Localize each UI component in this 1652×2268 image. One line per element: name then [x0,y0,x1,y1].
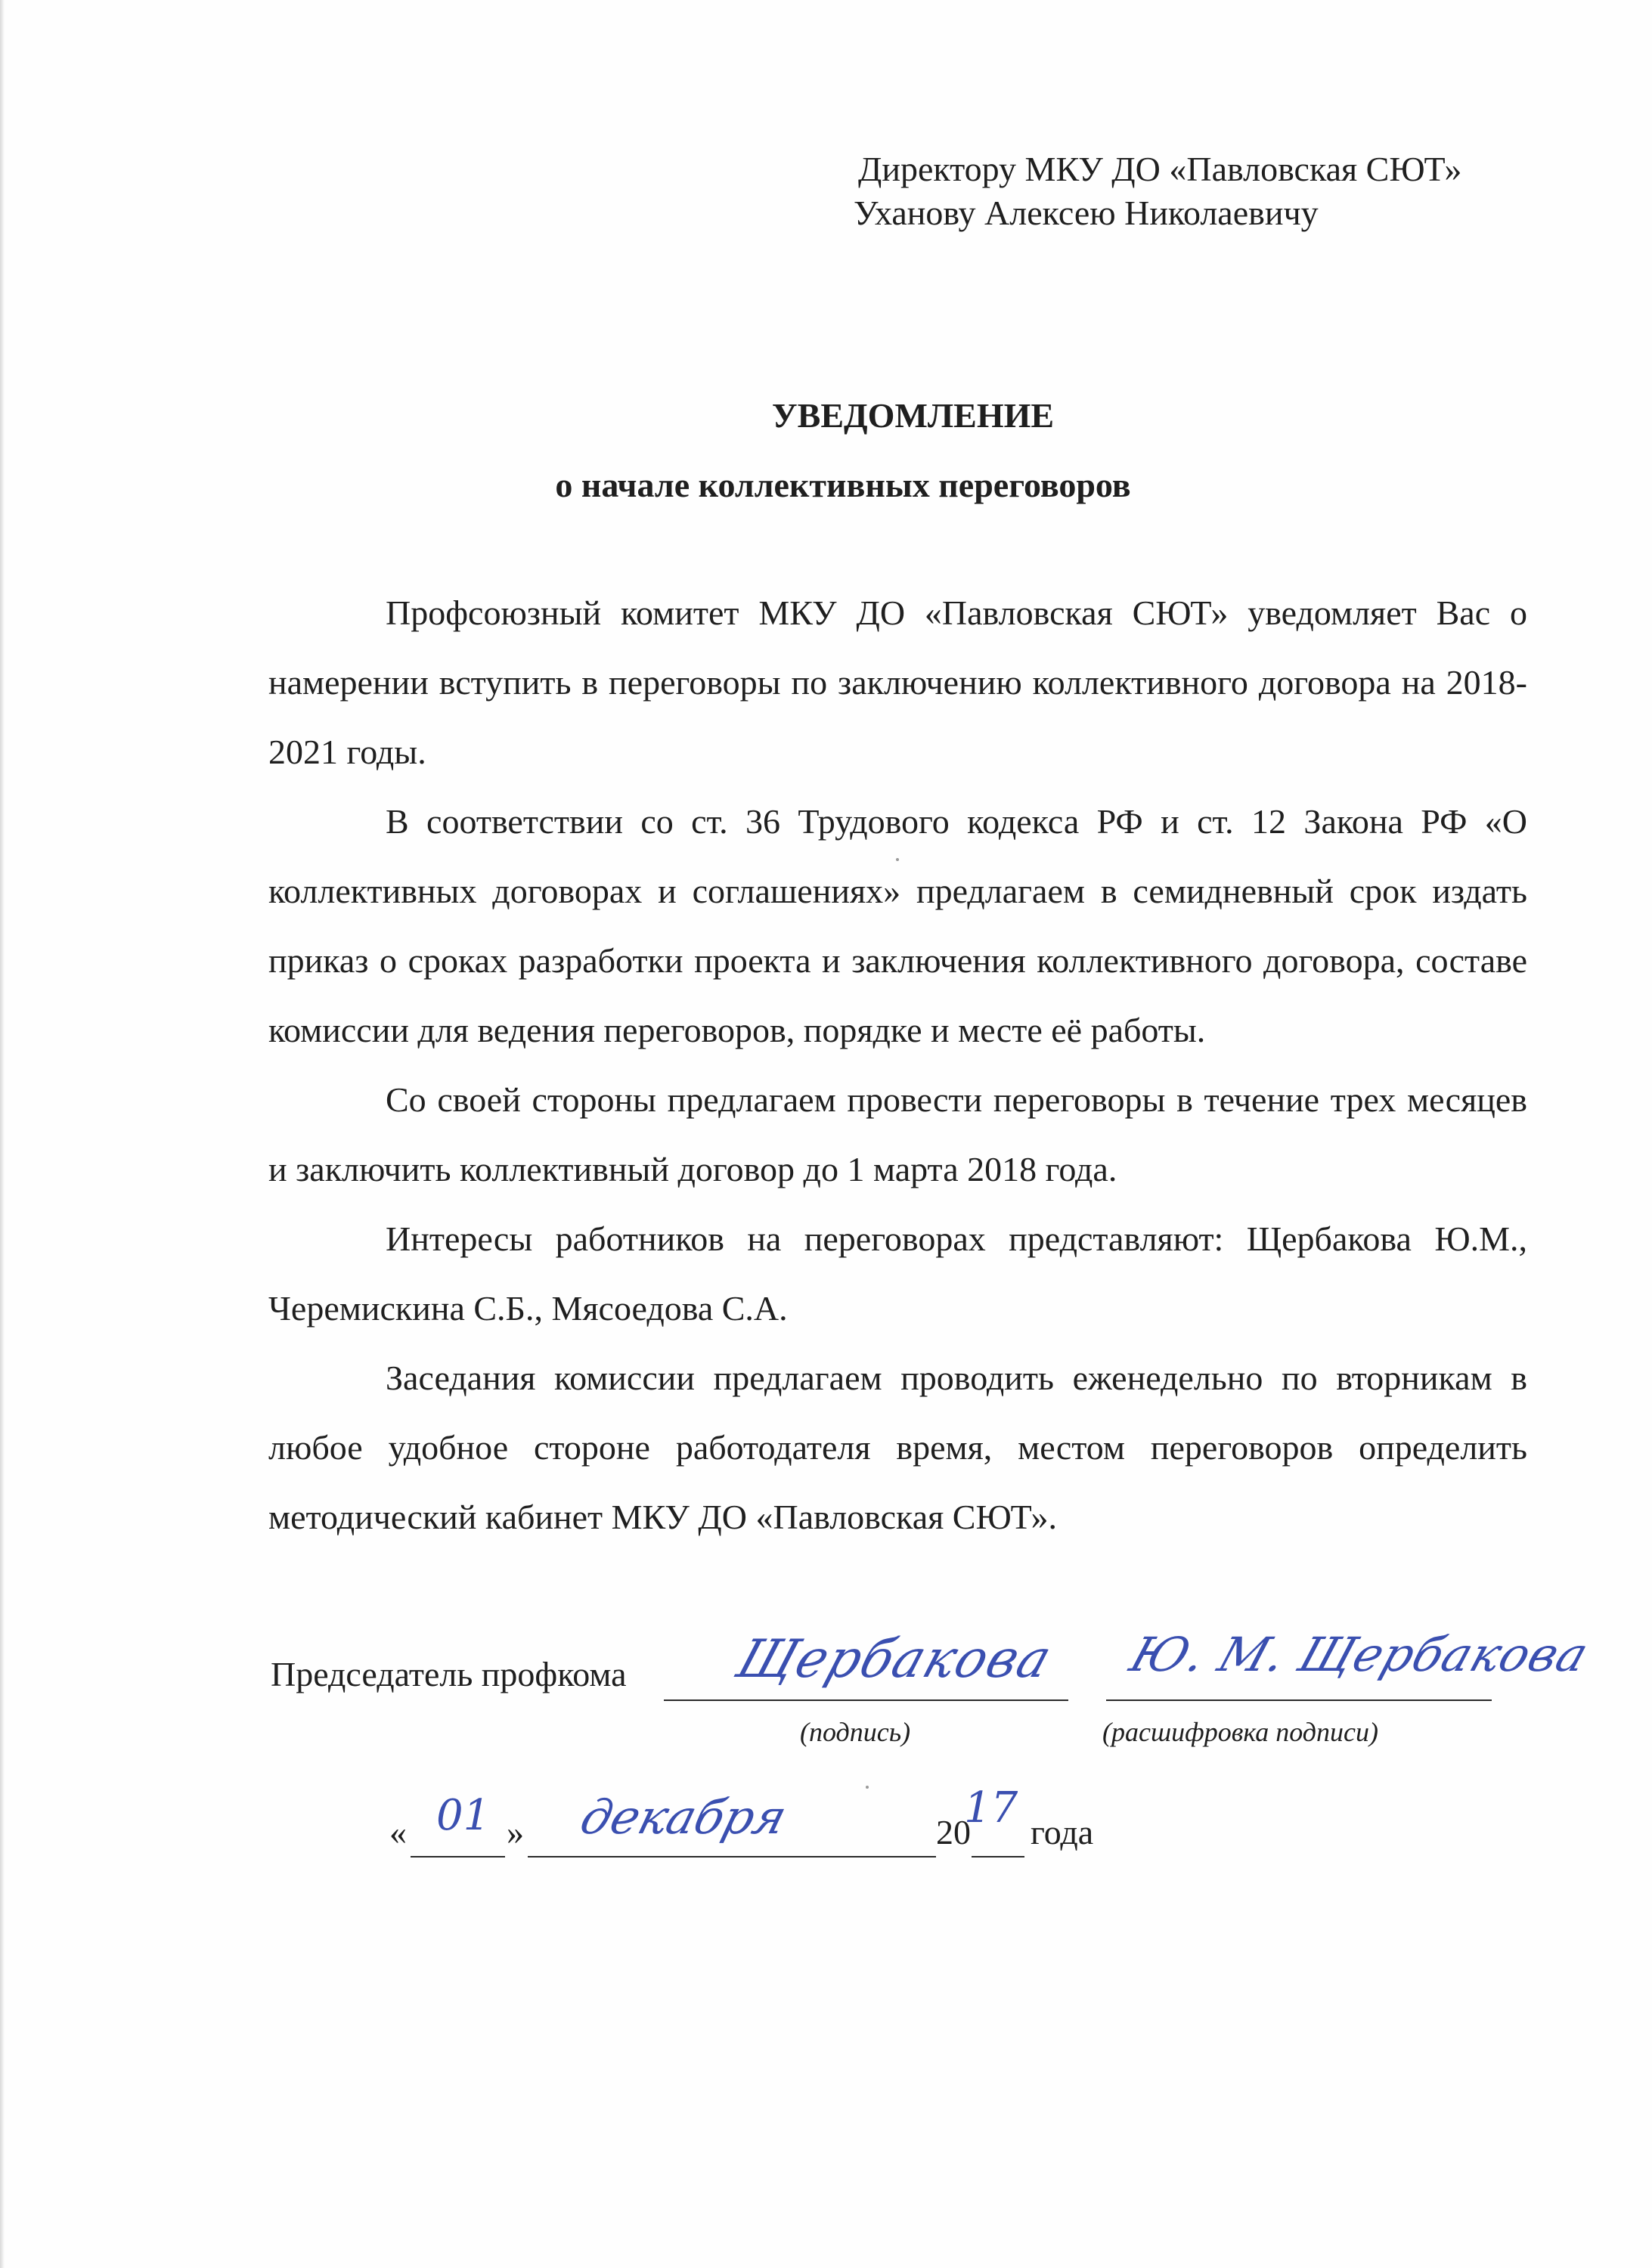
date-close-quote: » [507,1813,524,1851]
title-sub: о начале коллективных переговоров [555,466,1131,504]
date-word: года [1031,1813,1094,1851]
document-title [0,393,1652,508]
paragraph-4: Интересы работников на переговорах представляют: Щербакова Ю.М., Черемискина С.Б., Мясоедова С.А. [268,1219,1527,1328]
paragraph-2: В соответствии со ст. 36 Трудового кодекса РФ и ст. 12 Закона РФ «О коллективных договорах и соглашениях» предлагаем в семидневный срок издать приказ о сроках разработки проекта и заключения коллективного договора, составе комиссии для ведения переговоров, порядке и месте её работы. [268,802,1527,1049]
date-open-quote: « [389,1813,407,1851]
addressee-line-2: Уханову Алексею Николаевичу [854,194,1319,232]
date-year-prefix: 20 [936,1813,971,1851]
handwritten-year: 17 [964,1783,1018,1833]
addressee-line-1: Директору МКУ ДО «Павловская СЮТ» [858,150,1462,188]
date-block [389,1783,1221,1886]
handwritten-day: 01 [436,1791,491,1840]
title-main: УВЕДОМЛЕНИЕ [771,396,1055,435]
scan-speck [896,858,899,861]
date-day-line [411,1856,505,1857]
paragraph-3: Со своей стороны предлагаем провести переговоры в течение трех месяцев и заключить коллективный договор до 1 марта 2018 года. [268,1080,1527,1188]
date-year-line [972,1856,1024,1857]
handwritten-signature: Щербакова [729,1628,1061,1690]
handwritten-month: декабря [575,1789,793,1845]
signature-name-line [1106,1699,1492,1701]
signature-line [664,1699,1068,1701]
paragraph-5: Заседания комиссии предлагаем проводить еженедельно по вторникам в любое удобное стороне работодателя время, местом переговоров определить методический кабинет МКУ ДО «Павловская СЮТ». [268,1359,1527,1536]
signature-label: Председатель профкома [271,1655,627,1693]
document-body [268,578,1527,1552]
handwritten-name: Ю. М. Щербакова [1124,1627,1596,1682]
date-month-line [528,1856,936,1857]
scan-speck [866,1786,869,1789]
paragraph-1: Профсоюзный комитет МКУ ДО «Павловская СЮТ» уведомляет Вас о намерении вступить в переговоры по заключению коллективного договора на 2018-2021 годы. [268,593,1527,771]
scan-edge [0,0,5,2268]
signature-block [271,1627,1596,1747]
signature-caption: (подпись) [800,1717,911,1747]
signature-name-caption: (расшифровка подписи) [1102,1717,1378,1747]
addressee-block [854,147,1462,235]
